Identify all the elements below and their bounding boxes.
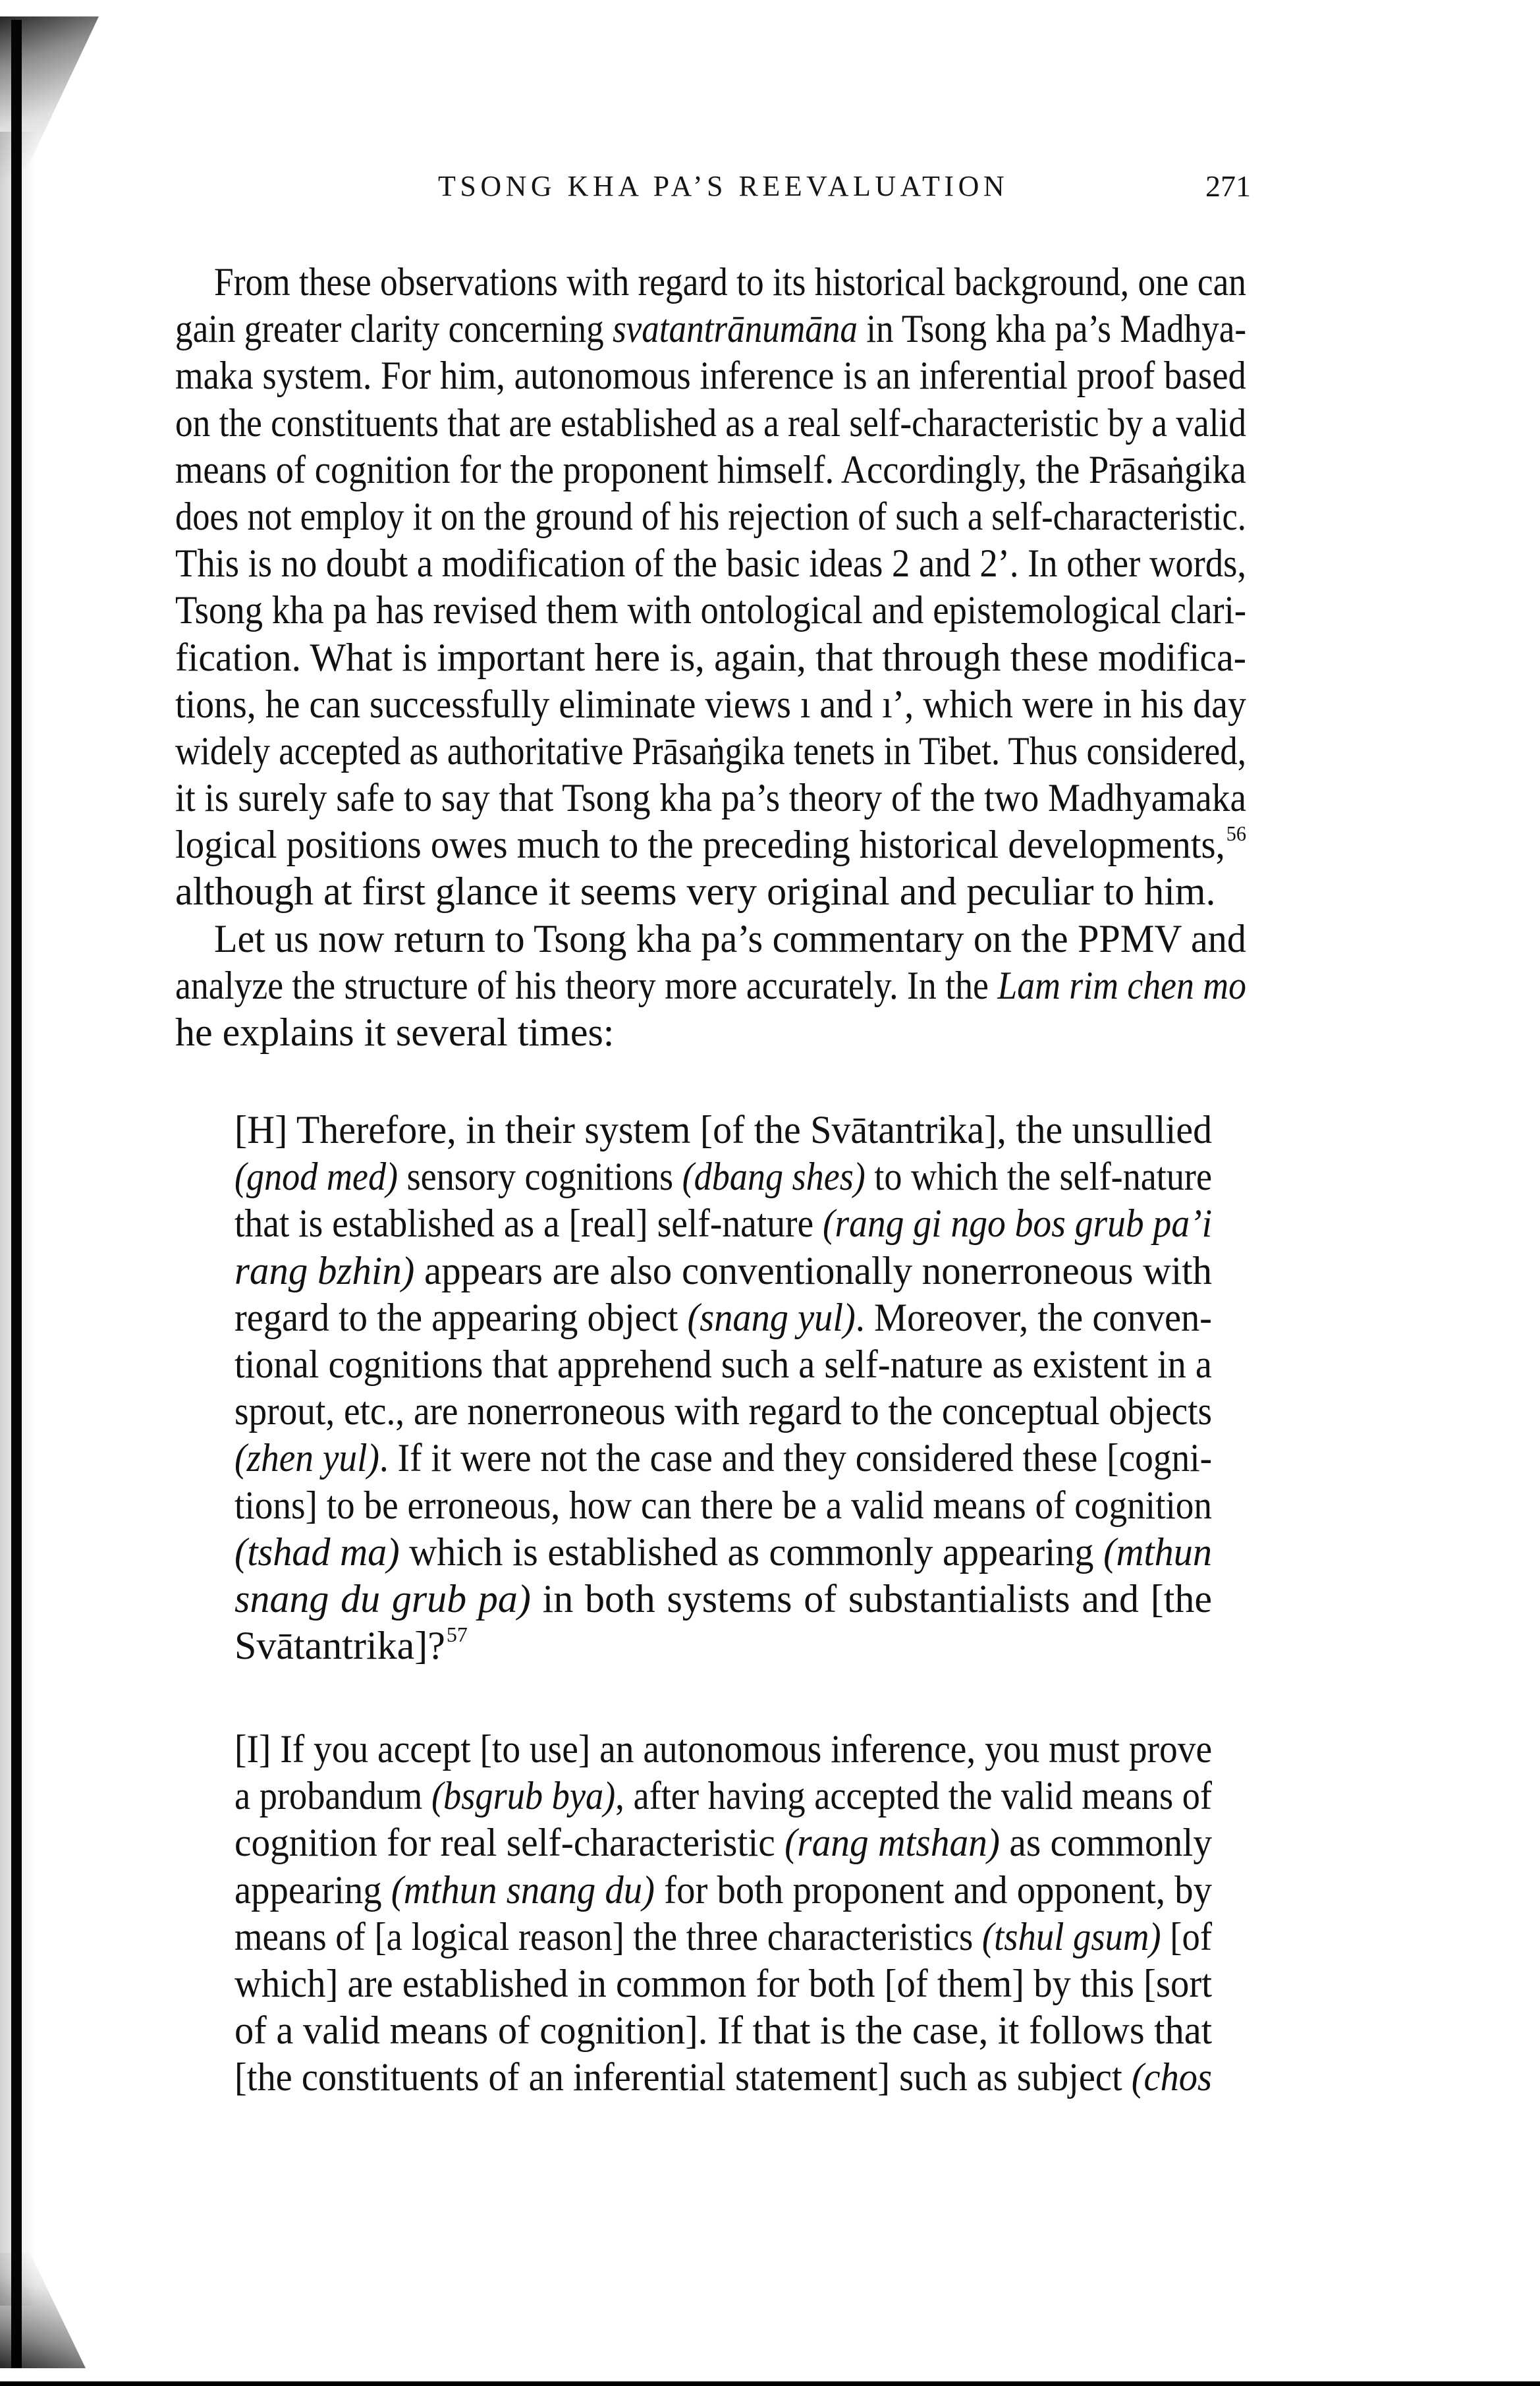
- text-run: regard to the appearing object: [234, 1295, 688, 1339]
- text-run: tional cognitions that apprehend such a self-nature as existent in a: [234, 1342, 1212, 1386]
- page-number: 271: [1205, 169, 1251, 203]
- text-line-inner: [234, 1960, 1212, 2007]
- text-run: logical positions owes much to the preceding historical developments,: [175, 823, 1225, 867]
- text-line: [175, 868, 1246, 915]
- text-line: [234, 1623, 1212, 1669]
- text-line-inner: [175, 493, 1246, 540]
- text-run: a probandum: [234, 1774, 431, 1818]
- text-run: tions] to be erroneous, how can there be a valid means of cognition: [234, 1483, 1213, 1527]
- text-line: [234, 1576, 1212, 1623]
- text-run: gain greater clarity concerning: [175, 307, 613, 351]
- text-run: [I] If you accept [to use] an autonomous inference, you must prove: [234, 1727, 1213, 1771]
- text-run: although at first glance it seems very original and peculiar to him.: [175, 870, 1216, 914]
- text-run: on the constituents that are established as a real self-characteristic by a valid: [175, 401, 1247, 445]
- text-line-inner: [234, 1107, 1212, 1153]
- text-line: [234, 1773, 1212, 1819]
- italic-term: (chos: [1131, 2055, 1212, 2099]
- paragraph-2: [175, 916, 1246, 1057]
- text-line: [234, 1482, 1212, 1529]
- text-run: analyze the structure of his theory more accurately. In the: [175, 964, 998, 1008]
- text-run: which is established as commonly appearing: [399, 1530, 1104, 1574]
- text-line: [175, 259, 1246, 306]
- text-line: [234, 1294, 1212, 1341]
- text-line-inner: [234, 1773, 1212, 1819]
- text-run: it is surely safe to say that Tsong kha pa’s theory of the two Madhyamaka: [175, 776, 1247, 820]
- text-line: [234, 1819, 1212, 1866]
- italic-term: (tshul gsum): [981, 1914, 1161, 1958]
- text-run: From these observations with regard to its historical background, one can: [214, 260, 1246, 304]
- text-line: [234, 1960, 1212, 2007]
- text-line: [175, 587, 1246, 634]
- text-line: [175, 728, 1246, 775]
- text-line: [234, 1867, 1212, 1914]
- text-line-inner: [214, 259, 1246, 306]
- text-line-inner: [234, 1200, 1212, 1247]
- text-line-inner: [234, 1726, 1212, 1773]
- text-line-inner: [175, 681, 1246, 728]
- paragraph-1: [175, 259, 1246, 916]
- footnote-marker: 57: [446, 1623, 468, 1647]
- text-run: , after having accepted the valid means of: [615, 1774, 1212, 1818]
- italic-term: (mthun snang du): [391, 1868, 655, 1912]
- text-run: [of: [1161, 1914, 1213, 1958]
- italic-term: Lam rim chen mo: [997, 964, 1246, 1008]
- text-line: [234, 1200, 1212, 1247]
- text-line: [234, 1388, 1212, 1435]
- text-line: [175, 400, 1246, 447]
- text-line-inner: [214, 916, 1246, 962]
- text-line-inner: [234, 2007, 1212, 2054]
- italic-term: (zhen yul): [234, 1436, 379, 1480]
- text-line: [234, 1914, 1212, 1960]
- scan-bottom-edge: [0, 2381, 1540, 2386]
- text-line-inner: [234, 1341, 1212, 1388]
- text-run: he explains it several times:: [175, 1011, 615, 1055]
- text-line-inner: [234, 1867, 1212, 1914]
- italic-term: (bsgrub bya): [431, 1774, 616, 1818]
- text-line-inner: [175, 962, 1246, 1009]
- text-run: . If it were not the case and they considered these [cogni-: [379, 1436, 1213, 1480]
- text-run: maka system. For him, autonomous inference is an inferential proof based: [175, 354, 1246, 398]
- text-run: that is established as a [real] self-nature: [234, 1202, 823, 1246]
- text-run: tions, he can successfully eliminate views ı and ı’, which were in his day: [175, 682, 1246, 726]
- text-line: [234, 2054, 1212, 2101]
- text-line-inner: [234, 2054, 1212, 2101]
- italic-term: snang du grub pa): [234, 1576, 531, 1621]
- text-line: [175, 775, 1246, 821]
- text-run: [H] Therefore, in their system [of the Svātantrika], the unsullied: [234, 1108, 1213, 1151]
- text-line: [175, 681, 1246, 728]
- text-line: [175, 1009, 1246, 1056]
- text-line-inner: [234, 1914, 1212, 1960]
- text-run: as commonly: [999, 1821, 1213, 1865]
- italic-term: (mthun: [1103, 1530, 1212, 1574]
- text-line-inner: [234, 1248, 1212, 1294]
- italic-term: (gnod med): [234, 1155, 399, 1199]
- text-run: widely accepted as authoritative Prāsaṅgika tenets in Tibet. Thus considered,: [175, 729, 1246, 773]
- text-line: [175, 540, 1246, 587]
- italic-term: rang bzhin): [234, 1248, 415, 1292]
- text-line: [175, 634, 1246, 681]
- text-line: [234, 1726, 1212, 1773]
- text-line: [175, 962, 1246, 1009]
- italic-term: (dbang shes): [682, 1155, 866, 1199]
- text-run: which] are established in common for both [of them] by this [sort: [234, 1961, 1212, 2005]
- text-run: appears are also conventionally nonerroneous with: [414, 1248, 1212, 1292]
- text-line-inner: [175, 587, 1246, 634]
- text-run: does not employ it on the ground of his rejection of such a self-characteristic.: [175, 494, 1246, 538]
- text-run: of a valid means of cognition]. If that is the case, it follows that: [234, 2009, 1213, 2053]
- text-run: to which the self-nature: [865, 1155, 1212, 1199]
- text-run: sprout, etc., are nonerroneous with regard to the conceptual objects: [234, 1389, 1213, 1433]
- text-run: appearing: [234, 1868, 391, 1912]
- text-line: [234, 1248, 1212, 1294]
- text-line-inner: [175, 400, 1246, 447]
- italic-term: (rang gi ngo bos grub pa’i: [823, 1202, 1213, 1246]
- text-line-inner: [175, 728, 1246, 775]
- text-line-inner: [234, 1153, 1212, 1200]
- text-line-inner: [175, 775, 1246, 821]
- text-line-inner: [234, 1529, 1212, 1576]
- text-line: [234, 2007, 1212, 2054]
- text-run: This is no doubt a modification of the basic ideas 2 and 2’. In other words,: [175, 541, 1246, 586]
- italic-term: (snang yul): [687, 1295, 856, 1339]
- text-line-inner: [234, 1435, 1212, 1482]
- text-line-inner: [175, 352, 1246, 399]
- text-line-inner: [234, 1819, 1212, 1866]
- text-run: . Moreover, the conven-: [855, 1295, 1212, 1339]
- text-run: for both proponent and opponent, by: [655, 1868, 1212, 1912]
- text-line-inner: [234, 1482, 1212, 1529]
- text-run: means of cognition for the proponent himself. Accordingly, the Prāsaṅgika: [175, 447, 1246, 491]
- text-line-inner: [175, 447, 1246, 493]
- text-line: [175, 306, 1246, 352]
- text-run: cognition for real self-characteristic: [234, 1821, 785, 1865]
- text-run: [the constituents of an inferential statement] such as subject: [234, 2055, 1132, 2099]
- text-line: [175, 493, 1246, 540]
- running-head: TSONG KHA PA’S REEVALUATION: [438, 170, 1009, 202]
- text-run: in Tsong kha pa’s Madhya-: [857, 307, 1247, 351]
- text-run: Let us now return to Tsong kha pa’s commentary on the PPMV and: [214, 917, 1246, 960]
- text-line-inner: [175, 306, 1246, 352]
- binding-edge: [11, 20, 22, 2368]
- binding-shadow-bottom: [0, 2253, 86, 2368]
- text-line: [175, 447, 1246, 493]
- text-line: [234, 1529, 1212, 1576]
- block-quote-h: [234, 1107, 1212, 1669]
- text-run: Tsong kha pa has revised them with ontological and epistemological clari-: [175, 588, 1247, 632]
- text-line-inner: [175, 540, 1246, 587]
- text-line: [175, 821, 1246, 868]
- text-run: means of [a logical reason] the three characteristics: [234, 1914, 982, 1958]
- text-line: [234, 1341, 1212, 1388]
- text-line-inner: [234, 1294, 1212, 1341]
- text-run: in both systems of substantialists and [the: [530, 1576, 1213, 1621]
- text-line: [175, 352, 1246, 399]
- block-quote-i: [234, 1726, 1212, 2101]
- text-line: [234, 1107, 1212, 1153]
- text-line-inner: [175, 634, 1246, 681]
- text-run: Svātantrika]?: [234, 1624, 445, 1668]
- footnote-marker: 56: [1226, 821, 1247, 846]
- text-line-inner: [175, 821, 1246, 868]
- italic-term: (tshad ma): [234, 1530, 400, 1574]
- text-line: [175, 916, 1246, 962]
- text-line: [234, 1435, 1212, 1482]
- text-run: fication. What is important here is, again, that through these modifica-: [175, 635, 1247, 679]
- text-line-inner: [234, 1388, 1212, 1435]
- text-run: sensory cognitions: [398, 1155, 682, 1199]
- italic-term: (rang mtshan): [784, 1821, 1000, 1865]
- text-line: [234, 1153, 1212, 1200]
- italic-term: svatantrānumāna: [612, 307, 858, 351]
